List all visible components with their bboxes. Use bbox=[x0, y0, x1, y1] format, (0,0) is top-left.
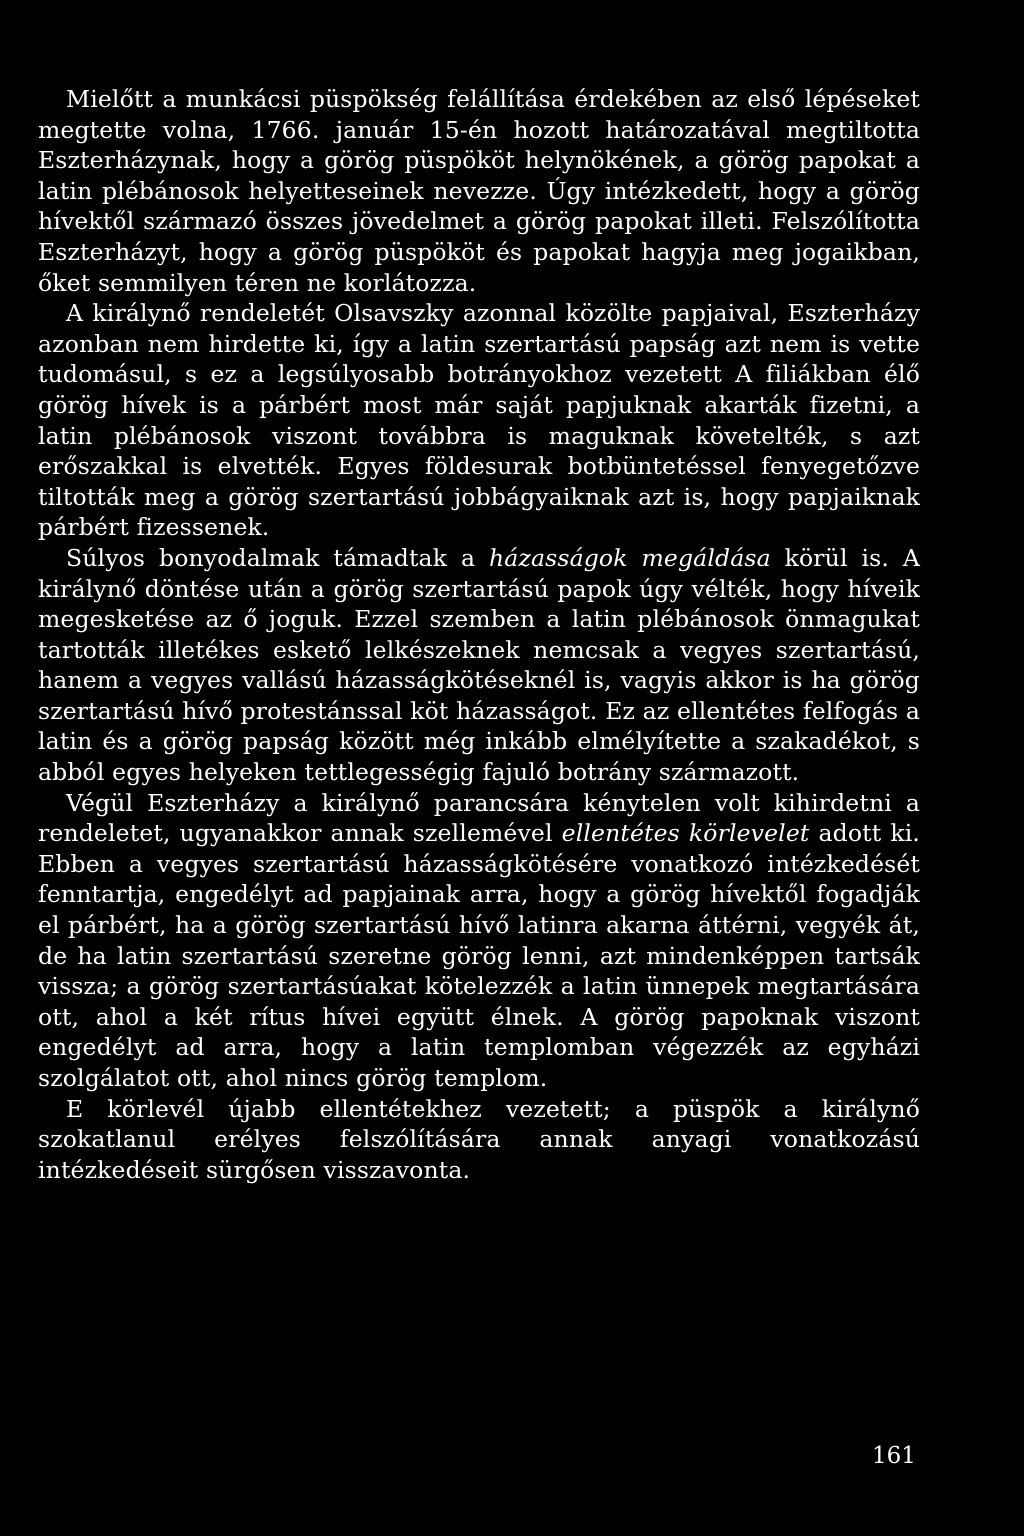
paragraph-4-italic-term: ellentétes körlevelet bbox=[561, 819, 810, 848]
paragraph-1-text: Mielőtt a munkácsi püspökség felállítása érdekében az első lépéseket megtette volna, 1766. január 15-én hozott határozatával megtiltotta Eszterházynak, hogy a görög püspököt helynökének, a görög papokat a latin plébánosok helyetteseinek nevezze. Úgy intézkedett, hogy a görög hívektől származó összes jövedelmet a görög papokat illeti. Felszólította Eszterházyt, hogy a görög püspököt és papokat hagyja meg jogaikban, őket semmilyen téren ne korlátozza. bbox=[38, 85, 920, 297]
paragraph-3-italic-term: házasságok megáldása bbox=[489, 543, 771, 572]
paragraph-5 bbox=[38, 1094, 920, 1186]
paragraph-1 bbox=[38, 84, 920, 298]
paragraph-4-text-b: adott ki. Ebben a vegyes szertartású házasságkötésére vonatkozó intézkedését fenntartja, engedélyt ad papjainak arra, hogy a görög hívektől fogadják el párbért, ha a görög szertartású hívő latinra akarna áttérni, vegyék át, de ha latin szertartású szeretne görög lenni, azt mindenképpen tartsák vissza; a görög szertartásúakat kötelezzék a latin ünnepek megtartására ott, ahol a két rítus hívei együtt élnek. A görög papoknak viszont engedélyt ad arra, hogy a latin templomban végezzék az egyházi szolgálatot ott, ahol nincs görög templom. bbox=[38, 819, 920, 1092]
paragraph-2-text: A királynő rendeletét Olsavszky azonnal közölte papjaival, Eszterházy azonban nem hirdette ki, így a latin szertartású papság azt nem is vette tudomásul, s ez a legsúlyosabb botrányokhoz vezetett A filiákban élő görög hívek is a párbért most már saját papjuknak akarták fizetni, a latin plébánosok viszont továbbra is maguknak követelték, s azt erőszakkal is elvették. Egyes földesurak botbüntetéssel fenyegetőzve tiltották meg a görög szertartású jobbágyaiknak azt is, hogy papjaiknak párbért fizessenek. bbox=[38, 299, 920, 542]
page-number: 161 bbox=[872, 1443, 916, 1469]
paragraph-4-text-a: Végül Eszterházy a királynő parancsára kénytelen volt kihirdetni a rendeletet, ugyanakkor annak szellemével bbox=[38, 788, 920, 848]
paragraph-5-text: E körlevél újabb ellentétekhez vezetett; a püspök a királynő szokatlanul erélyes felszólítására annak anyagi vonatkozású intézkedéseit sürgősen visszavonta. bbox=[38, 1094, 920, 1184]
paragraph-3-text-b: körül is. A királynő döntése után a görög szertartású papok úgy vélték, hogy híveik megesketése az ő joguk. Ezzel szemben a latin plébánosok önmagukat tartották illetékes eskető lelkészeknek nemcsak a vegyes szertartású, hanem a vegyes vallású házasságkötéseknél is, vagyis akkor is ha görög szertartású hívő protestánssal köt házasságot. Ez az ellentétes felfogás a latin és a görög papság között még inkább elmélyítette a szakadékot, s abból egyes helyeken tettlegességig fajuló botrány származott. bbox=[38, 543, 921, 787]
paragraph-2 bbox=[38, 298, 920, 543]
paragraph-3-text-a: Súlyos bonyodalmak támadtak a bbox=[66, 543, 490, 572]
body-text bbox=[38, 84, 920, 1185]
paragraph-4 bbox=[38, 788, 920, 1094]
paragraph-3 bbox=[38, 543, 920, 788]
